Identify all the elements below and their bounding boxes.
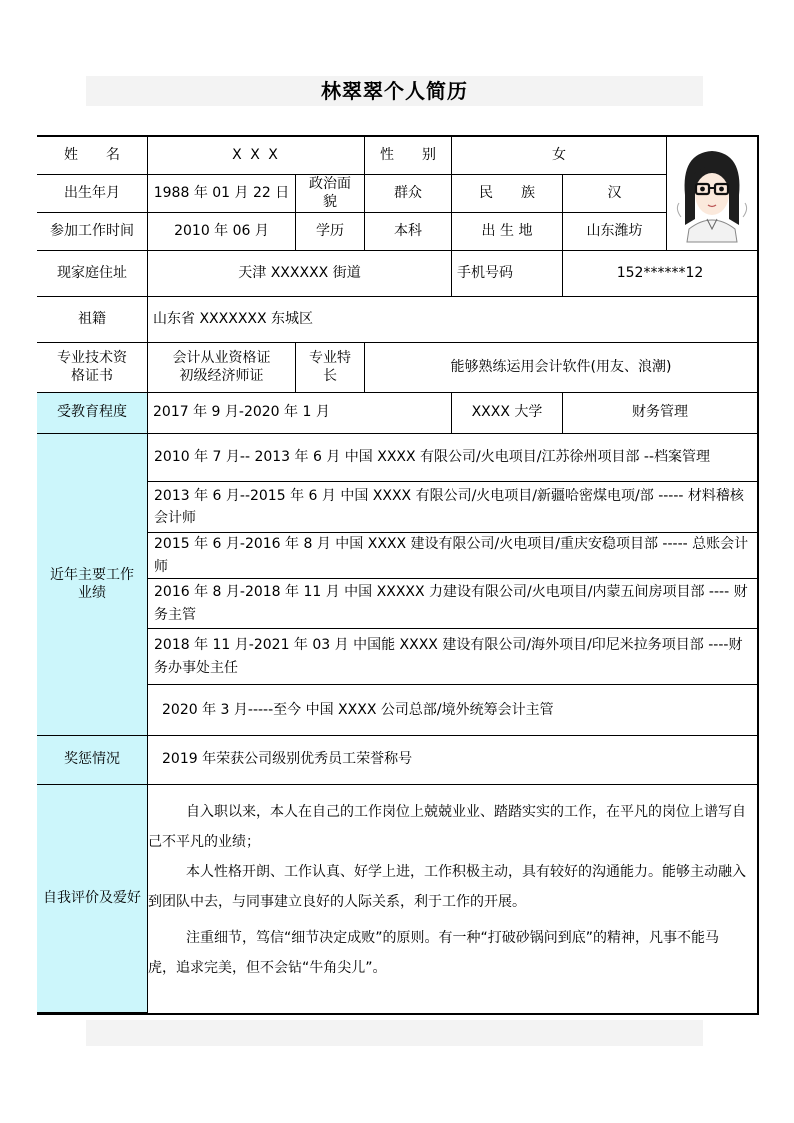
political-value: 群众 — [365, 175, 452, 213]
self-eval-label: 自我评价及爱好 — [37, 785, 148, 1013]
specialty-label: 专业特长 — [296, 343, 365, 393]
name-value: X X X — [148, 137, 365, 175]
origin-value: 山东省 XXXXXXX 东城区 — [148, 297, 758, 343]
cert-label: 专业技术资格证书 — [37, 343, 148, 393]
phone-value: 152******12 — [563, 251, 758, 297]
phone-label: 手机号码 — [452, 251, 563, 297]
political-label: 政治面貌 — [296, 175, 365, 213]
work-item: 2018 年 11 月-2021 年 03 月 中国能 XXXX 建设有限公司/海外项目/印尼米拉务项目部 ----财务办事处主任 — [148, 629, 758, 685]
work-item: 2015 年 6 月-2016 年 8 月 中国 XXXX 建设有限公司/火电项目/重庆安稳项目部 ----- 总账会计师 — [148, 533, 758, 579]
edu-school: XXXX 大学 — [452, 393, 563, 434]
footer-band — [86, 1020, 703, 1046]
self-eval-paragraph: 本人性格开朗、工作认真、好学上进，工作积极主动，具有较好的沟通能力。能够主动融入到团队中去，与同事建立良好的人际关系，利于工作的开展。 — [148, 864, 746, 910]
gender-label: 性 别 — [365, 137, 452, 175]
work-start-label: 参加工作时间 — [37, 213, 148, 251]
work-label: 近年主要工作业绩 — [37, 434, 148, 736]
birthplace-value: 山东潍坊 — [563, 213, 667, 251]
work-item: 2013 年 6 月--2015 年 6 月 中国 XXXX 有限公司/火电项目/新疆哈密煤电项/部 ----- 材料稽核会计师 — [148, 482, 758, 533]
ethnicity-label: 民 族 — [452, 175, 563, 213]
specialty-value: 能够熟练运用会计软件(用友、浪潮) — [365, 343, 758, 393]
address-value: 天津 XXXXXX 街道 — [148, 251, 452, 297]
name-label: 姓 名 — [37, 137, 148, 175]
work-start-value: 2010 年 06 月 — [148, 213, 296, 251]
address-label: 现家庭住址 — [37, 251, 148, 297]
award-value: 2019 年荣获公司级别优秀员工荣誉称号 — [148, 736, 758, 785]
ethnicity-value: 汉 — [563, 175, 667, 213]
self-eval-text — [148, 797, 746, 983]
work-item: 2016 年 8 月-2018 年 11 月 中国 XXXXX 力建设有限公司/火电项目/内蒙五间房项目部 ---- 财务主管 — [148, 579, 758, 629]
edu-period: 2017 年 9 月-2020 年 1 月 — [148, 393, 452, 434]
gender-value: 女 — [452, 137, 667, 175]
origin-label: 祖籍 — [37, 297, 148, 343]
edu-label: 受教育程度 — [37, 393, 148, 434]
birth-label: 出生年月 — [37, 175, 148, 213]
birthplace-label: 出 生 地 — [452, 213, 563, 251]
birth-value: 1988 年 01 月 22 日 — [148, 175, 296, 213]
award-label: 奖惩情况 — [37, 736, 148, 785]
cert-value: 会计从业资格证 初级经济师证 — [148, 343, 296, 393]
edu-major: 财务管理 — [563, 393, 758, 434]
education-label: 学历 — [296, 213, 365, 251]
work-item: 2020 年 3 月-----至今 中国 XXXX 公司总部/境外统筹会计主管 — [148, 685, 758, 736]
page-title: 林翠翠个人简历 — [321, 79, 468, 103]
self-eval-paragraph: 注重细节，笃信“细节决定成败”的原则。有一种“打破砂锅问到底”的精神，凡事不能马虎，追求完美，但不会钻“牛角尖儿”。 — [148, 930, 720, 976]
profile-photo — [667, 137, 757, 251]
self-eval-paragraph: 自入职以来，本人在自己的工作岗位上兢兢业业、踏踏实实的工作，在平凡的岗位上谱写自己不平凡的业绩； — [148, 804, 746, 850]
education-value: 本科 — [365, 213, 452, 251]
avatar-illustration-icon — [667, 137, 757, 250]
work-item: 2010 年 7 月-- 2013 年 6 月 中国 XXXX 有限公司/火电项目/江苏徐州项目部 --档案管理 — [148, 434, 758, 482]
